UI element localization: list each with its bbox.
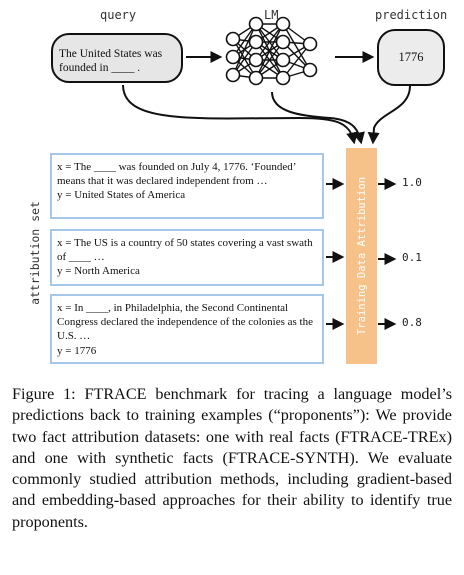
lm-label: LM <box>264 8 279 22</box>
nn-node <box>277 36 290 49</box>
arrow-prediction-to-tda <box>373 86 410 142</box>
example-card-1 <box>50 153 324 219</box>
example-3-line-1: x = In ____, in Philadelphia, the Second Continental <box>57 302 289 314</box>
nn-node <box>227 33 240 46</box>
figure-caption: Figure 1: FTRACE benchmark for tracing a language model’s predictions back to training examples (“proponents”): We provide two fact attribution datasets: one with real facts (FTRACE-TREx) and one with synthetic facts (FTRACE-SYNTH). We evaluate commonly studied attribution methods, including gradient-based and embedding-based approaches for their ability to identify true proponents. <box>12 385 452 531</box>
example-2-line-2: of ____ … <box>57 251 105 264</box>
nn-node <box>304 38 317 51</box>
nn-node <box>250 54 263 67</box>
example-3-line-2: Congress declared the independence of the colonies as the <box>57 316 313 329</box>
attribution-set-label: attribution set <box>28 201 42 305</box>
example-1-line-2: means that it was declared independent from … <box>57 175 268 188</box>
nn-node <box>250 36 263 49</box>
nn-node <box>277 72 290 85</box>
neural-network-icon <box>227 18 317 85</box>
prediction-label: prediction <box>375 8 448 22</box>
example-3-line-4: y = 1776 <box>57 344 97 357</box>
nn-node <box>250 72 263 85</box>
nn-node <box>227 51 240 64</box>
arrow-lm-to-tda <box>272 92 361 142</box>
example-1-line-3: y = United States of America <box>57 189 186 202</box>
query-line-2: founded in ____ . <box>59 62 141 74</box>
score-3: 0.8 <box>402 316 422 329</box>
query-line-1: The United States was <box>59 48 163 60</box>
nn-node <box>277 54 290 67</box>
example-card-3 <box>50 294 324 364</box>
example-2-line-3: y = North America <box>57 265 140 278</box>
query-label: query <box>100 8 137 22</box>
example-3-line-3: U.S. … <box>57 330 91 343</box>
nn-node <box>250 18 263 31</box>
prediction-box <box>377 29 445 86</box>
example-2-line-1: x = The US is a country of 50 states covering a vast swath <box>57 237 313 249</box>
tda-label: Training Data Attribution <box>355 176 368 336</box>
query-box <box>51 33 183 83</box>
prediction-value: 1776 <box>398 50 424 64</box>
score-2: 0.1 <box>402 251 422 264</box>
nn-node <box>304 64 317 77</box>
example-1-line-1: x = The ____ was founded on July 4, 1776. ‘Founded’ <box>57 161 297 173</box>
arrow-query-to-tda <box>123 85 354 142</box>
example-card-2 <box>50 229 324 286</box>
training-data-attribution-bar <box>346 148 377 364</box>
score-1: 1.0 <box>402 176 422 189</box>
nn-node <box>227 69 240 82</box>
